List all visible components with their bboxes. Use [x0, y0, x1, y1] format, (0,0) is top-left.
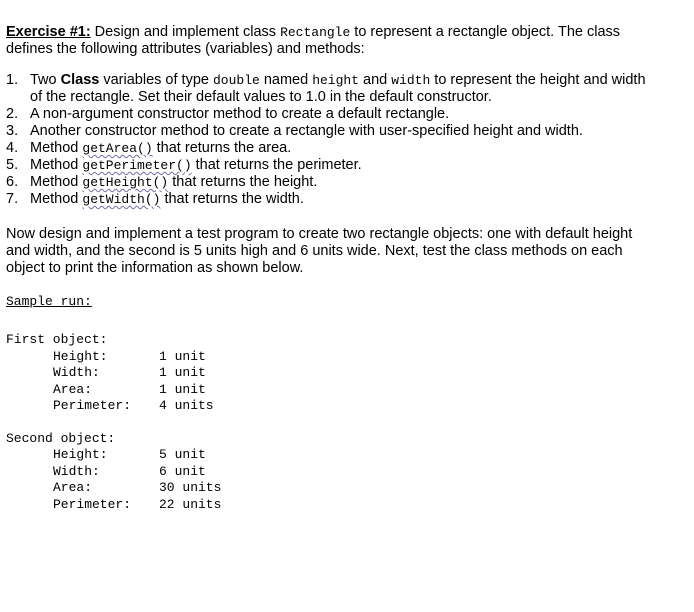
method-code: getHeight() — [82, 175, 169, 190]
list-text: Method getArea() that returns the area. — [30, 140, 292, 156]
sample-run-label: Sample run: — [6, 294, 92, 309]
output-row: Width: 1 unit — [53, 365, 206, 380]
list-item — [6, 72, 646, 106]
second-object-output — [6, 431, 646, 514]
list-number: 1. — [6, 72, 19, 88]
list-item — [6, 191, 646, 208]
list-item — [6, 174, 646, 191]
requirements-list — [6, 72, 646, 208]
list-item — [6, 157, 646, 174]
output-row: Height: 5 unit — [53, 447, 206, 462]
list-item — [6, 106, 646, 123]
method-code: getWidth() — [82, 192, 161, 207]
list-item — [6, 140, 646, 157]
list-number: 2. — [6, 106, 19, 122]
method-code: getArea() — [82, 141, 153, 156]
list-number: 6. — [6, 174, 19, 190]
intro-text-b: to represent a rectangle object. The class defines the following attributes (variables) and methods: — [6, 24, 621, 57]
list-number: 3. — [6, 123, 19, 139]
output-row: Width: 6 unit — [53, 463, 206, 479]
first-object-output — [6, 332, 646, 415]
list-number: 5. — [6, 157, 19, 173]
document-body — [6, 24, 646, 513]
output-row: Perimeter: 22 units — [53, 496, 222, 512]
list-number: 7. — [6, 191, 19, 207]
first-object-header: First object: — [6, 332, 108, 347]
output-row: Height: 1 unit — [53, 348, 206, 364]
second-object-header: Second object: — [6, 430, 116, 446]
list-text: Method getHeight() that returns the height. — [30, 174, 318, 190]
list-text: Method getWidth() that returns the width. — [30, 191, 304, 207]
list-text: A non-argument constructor method to create a default rectangle. — [30, 106, 450, 122]
list-text: Two Class variables of type double named height and width to represent the height and width of the rectangle. Set their default values to 1.0 in the default constructor. — [30, 72, 646, 105]
list-number: 4. — [6, 140, 19, 156]
list-text: Another constructor method to create a rectangle with user-specified height and width. — [30, 123, 583, 139]
list-item — [6, 123, 646, 140]
exercise-intro — [6, 24, 646, 58]
output-row: Perimeter: 4 units — [53, 398, 214, 413]
intro-text-a: Design and implement class — [90, 24, 281, 40]
method-code: getPerimeter() — [82, 158, 192, 173]
output-row: Area: 30 units — [53, 480, 222, 495]
task-paragraph: Now design and implement a test program to create two rectangle objects: one with default height and width, and the second is 5 units high and 6 units wide. Next, test the class methods on each object to print the information as shown below. — [6, 226, 633, 276]
output-row: Area: 1 unit — [53, 381, 206, 397]
exercise-title: Exercise #1: — [6, 24, 91, 40]
list-text: Method getPerimeter() that returns the perimeter. — [30, 157, 362, 173]
class-name-code: Rectangle — [280, 25, 351, 40]
